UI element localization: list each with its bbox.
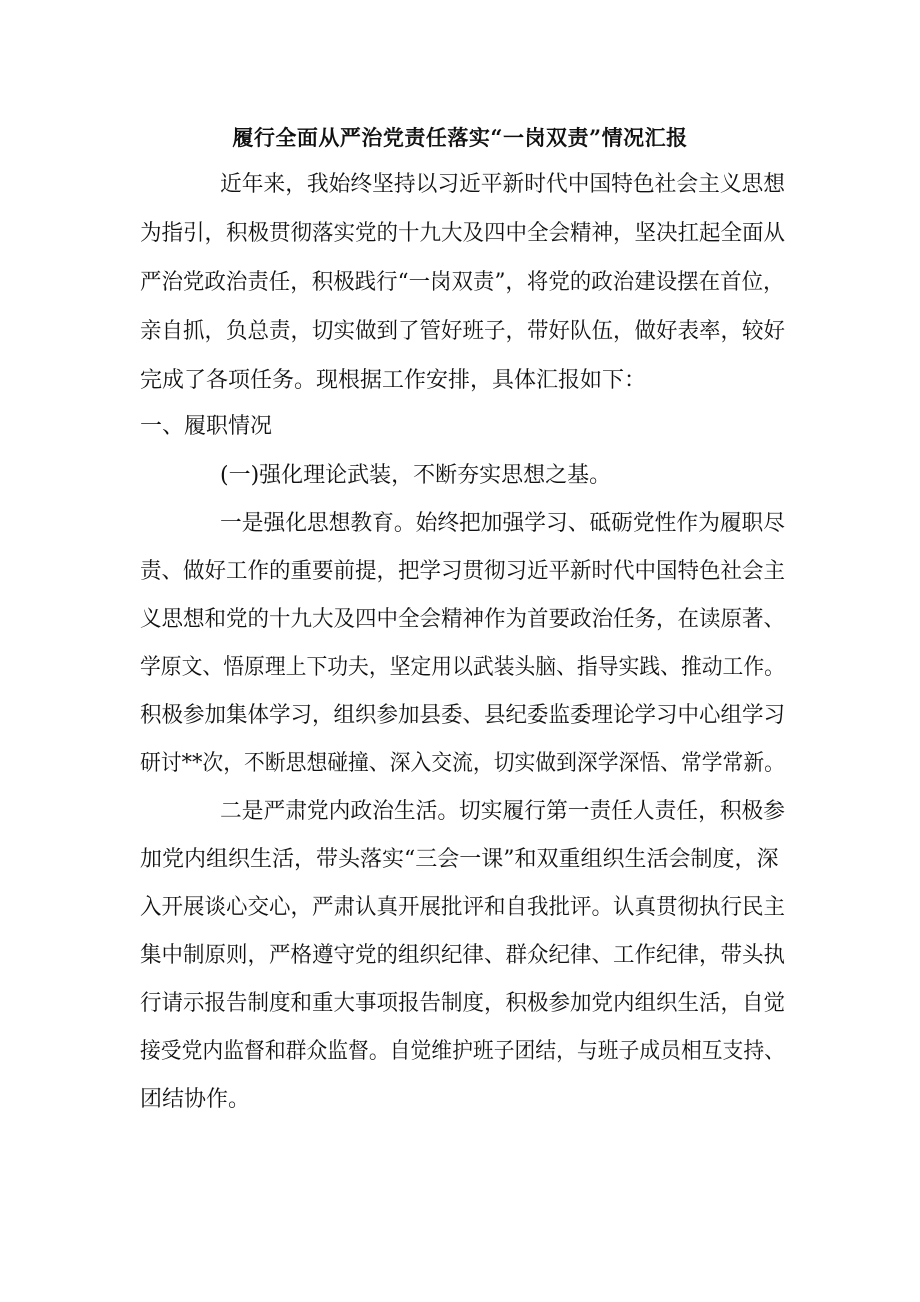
paragraph-line: 接受党内监督和群众监督。自觉维护班子团结，与班子成员相互支持、: [140, 1039, 785, 1064]
paragraph-line: 一是强化思想教育。始终把加强学习、砥砺党性作为履职尽: [220, 511, 786, 536]
subsection-heading: (一)强化理论武装，不断夯实思想之基。: [220, 463, 612, 488]
paragraph-line: 完成了各项任务。现根据工作安排，具体汇报如下：: [140, 368, 647, 393]
document-title: 履行全面从严治党责任落实“一岗双责”情况汇报: [232, 125, 688, 150]
paragraph-line: 行请示报告制度和重大事项报告制度，积极参加党内组织生活，自觉: [140, 991, 786, 1016]
paragraph-line: 二是严肃党内政治生活。切实履行第一责任人责任，积极参: [220, 799, 786, 824]
paragraph-line: 责、做好工作的重要前提，把学习贯彻习近平新时代中国特色社会主: [140, 559, 786, 584]
paragraph-line: 团结协作。: [140, 1087, 251, 1112]
paragraph-line: 研讨**次，不断思想碰撞、深入交流，切实做到深学深悟、常学常新。: [140, 751, 785, 776]
paragraph-line: 为指引，积极贯彻落实党的十九大及四中全会精神，坚决扛起全面从: [140, 221, 786, 246]
paragraph-line: 学原文、悟原理上下功夫，坚定用以武装头脑、指导实践、推动工作。: [140, 655, 785, 680]
paragraph-line: 亲自抓，负总责，切实做到了管好班子，带好队伍，做好表率，较好: [140, 319, 786, 344]
paragraph-line: 加党内组织生活，带头落实“三会一课”和双重组织生活会制度，深: [140, 847, 779, 872]
paragraph-line: 严治党政治责任，积极践行“一岗双责”，将党的政治建设摆在首位，: [140, 270, 785, 295]
paragraph-line: 积极参加集体学习，组织参加县委、县纪委监委理论学习中心组学习: [140, 703, 786, 728]
paragraph-line: 近年来，我始终坚持以习近平新时代中国特色社会主义思想: [220, 172, 786, 197]
paragraph-line: 入开展谈心交心，严肃认真开展批评和自我批评。认真贯彻执行民主: [140, 895, 786, 920]
section-heading: 一、履职情况: [140, 414, 273, 439]
paragraph-line: 集中制原则，严格遵守党的组织纪律、群众纪律、工作纪律，带头执: [140, 943, 786, 968]
paragraph-line: 义思想和党的十九大及四中全会精神作为首要政治任务，在读原著、: [140, 607, 786, 632]
